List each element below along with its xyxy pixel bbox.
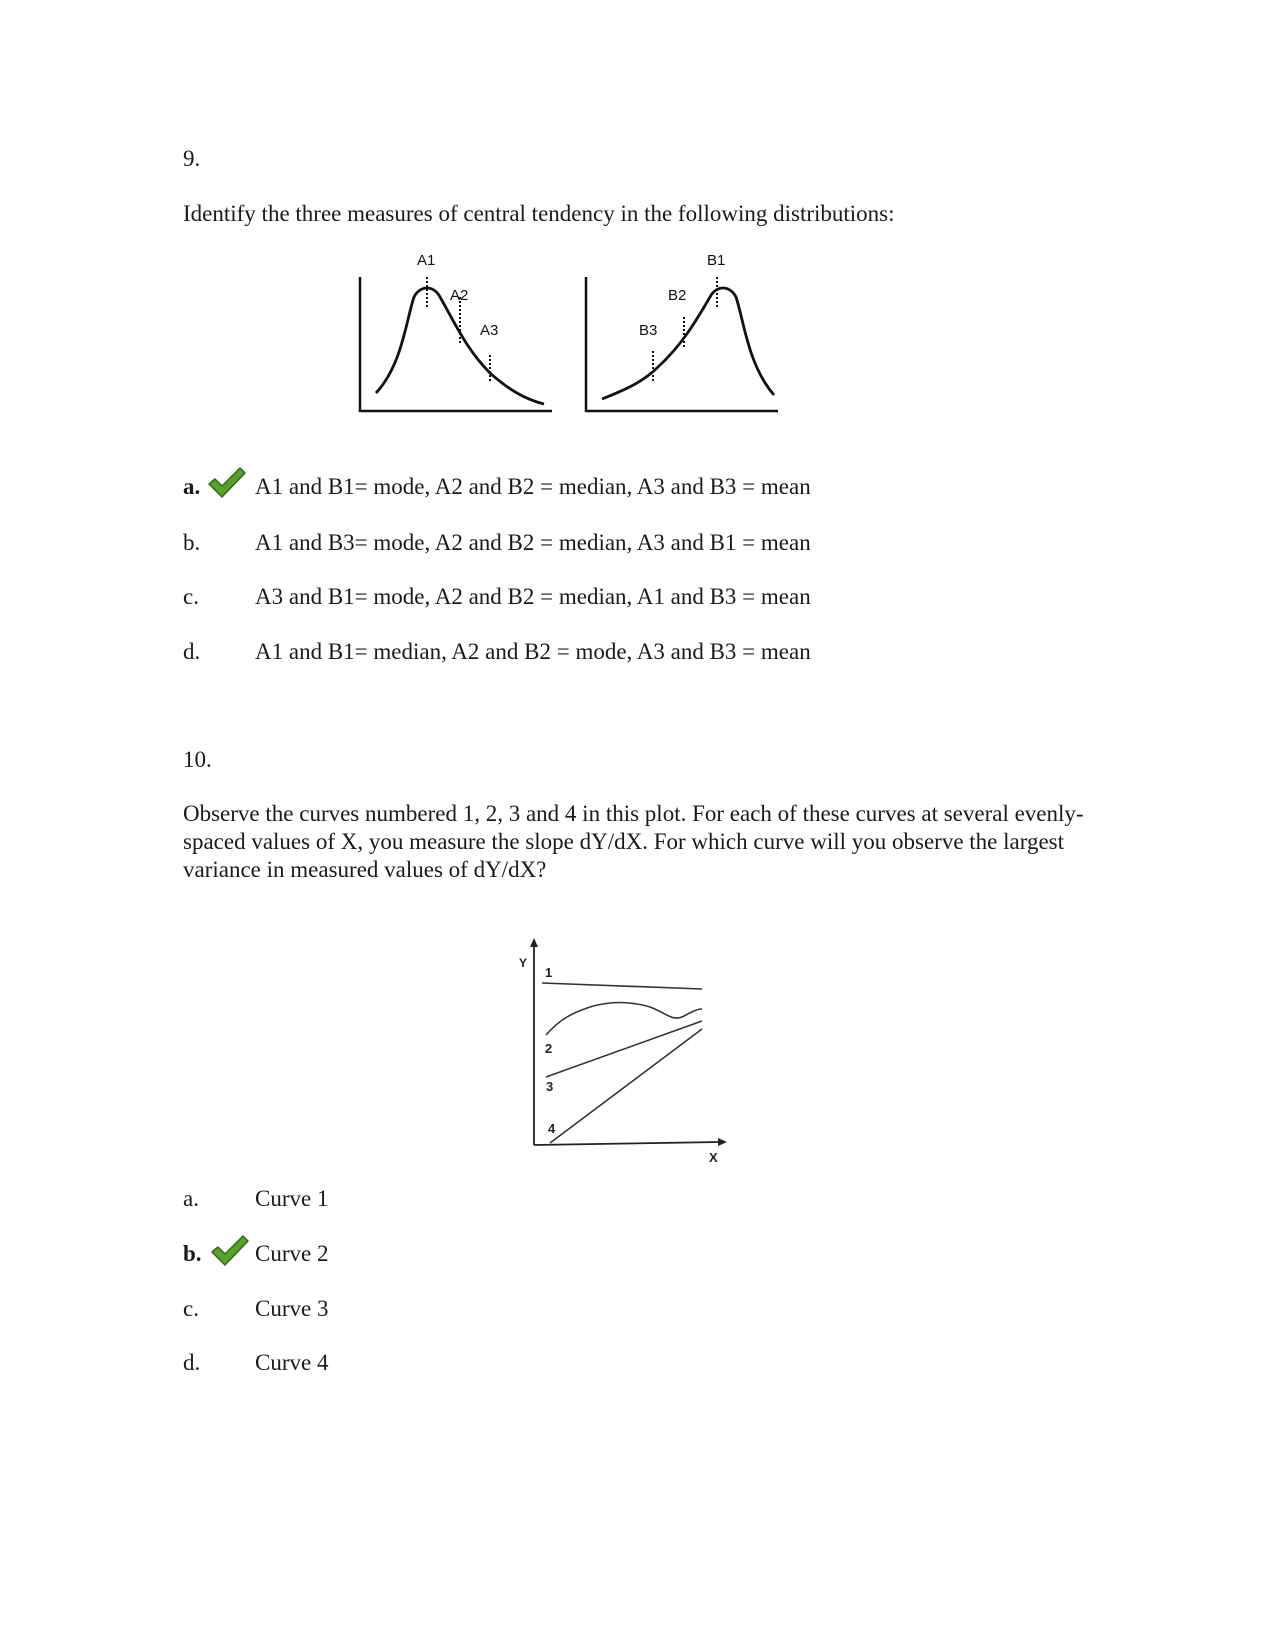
distribution-a [360, 255, 552, 411]
q9-option-b-letter: b. [183, 530, 201, 555]
check-mark-icon [207, 466, 247, 500]
curve-1-label: 1 [545, 965, 553, 980]
q10-option-c-letter: c. [183, 1296, 199, 1321]
curve-4-label: 4 [548, 1121, 556, 1136]
label-b1: B1 [707, 255, 726, 269]
distribution-b [586, 255, 778, 411]
label-a2: A2 [450, 287, 469, 304]
x-axis-label: X [709, 1150, 718, 1165]
q10-option-d-letter: d. [183, 1350, 201, 1375]
y-axis-label: Y [519, 956, 528, 970]
check-mark-icon [210, 1234, 250, 1268]
question-10-prompt: Observe the curves numbered 1, 2, 3 and 4 in this plot. For each of these curves at several evenly-spaced values of X, you measure the slope dY/dX. For which curve will you observe the largest variance in measured values of dY/dX? [183, 801, 1084, 882]
y-axis-arrow [530, 938, 538, 947]
curve-3-label: 3 [546, 1079, 554, 1094]
q10-option-b-text: Curve 2 [255, 1241, 329, 1266]
question-10-number: 10. [183, 747, 212, 772]
q10-option-b-letter: b. [183, 1241, 202, 1266]
question-9-prompt: Identify the three measures of central tendency in the following distributions: [183, 201, 895, 226]
label-b2: B2 [668, 287, 687, 304]
distributions-figure [340, 255, 800, 435]
distribution-b-curve [602, 288, 774, 399]
label-a1: A1 [417, 255, 436, 269]
x-axis [534, 1142, 720, 1145]
label-b3: B3 [639, 322, 658, 339]
q9-option-d-text: A1 and B1= median, A2 and B2 = mode, A3 and B3 = mean [255, 639, 811, 664]
q10-option-c-text: Curve 3 [255, 1296, 329, 1321]
x-axis-arrow [718, 1138, 727, 1146]
q10-option-d-text: Curve 4 [255, 1350, 329, 1375]
q10-option-a-letter: a. [183, 1186, 199, 1211]
q9-option-c-text: A3 and B1= mode, A2 and B2 = median, A1 and B3 = mean [255, 584, 811, 609]
slope-curves-figure [510, 935, 740, 1170]
q9-option-a-text: A1 and B1= mode, A2 and B2 = median, A3 and B3 = mean [255, 474, 811, 499]
q9-option-b-text: A1 and B3= mode, A2 and B2 = median, A3 and B1 = mean [255, 530, 811, 555]
q9-option-c-letter: c. [183, 584, 199, 609]
q9-option-a-letter: a. [183, 474, 201, 499]
curve-3 [546, 1021, 702, 1077]
q10-option-a-text: Curve 1 [255, 1186, 329, 1211]
question-9-number: 9. [183, 146, 201, 171]
q9-option-d-letter: d. [183, 639, 201, 664]
curve-1 [542, 983, 702, 989]
label-a3: A3 [480, 322, 499, 339]
curve-4 [550, 1029, 702, 1143]
curve-2-label: 2 [545, 1041, 553, 1056]
